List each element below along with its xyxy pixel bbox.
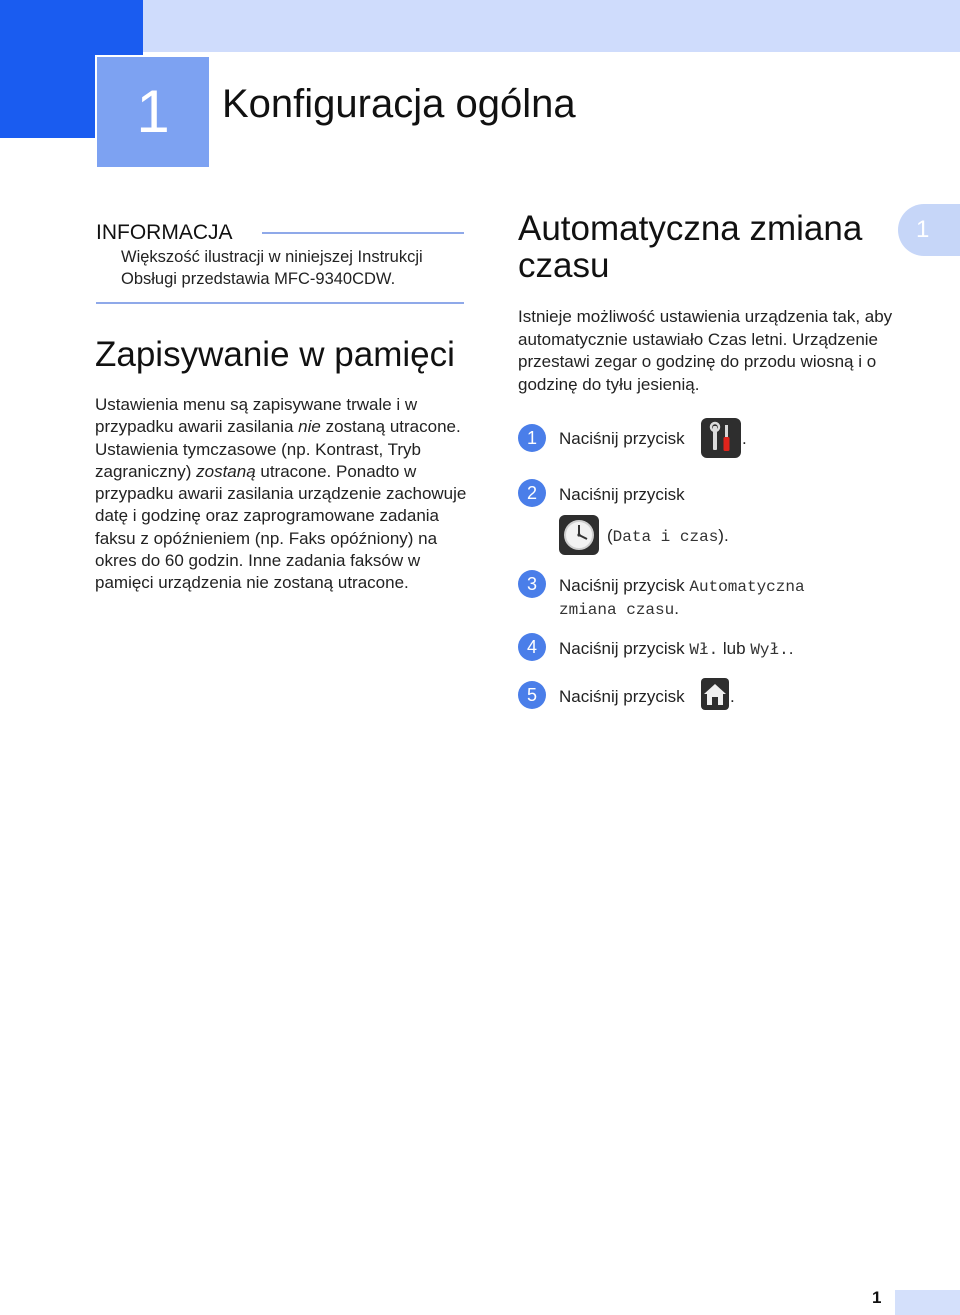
- wl-label: Wł.: [689, 641, 719, 659]
- note-title: INFORMACJA: [96, 221, 233, 244]
- step-number-4: 4: [518, 633, 546, 661]
- home-icon[interactable]: [701, 678, 729, 710]
- emphasis-zostana: zostaną: [196, 461, 256, 481]
- page-number: 1: [872, 1288, 882, 1307]
- time-section-intro: Istnieje możliwość ustawienia urządzenia tak, aby automatycznie ustawiało Czas letni. Urządzenie przestawi zegar o godzinę do przodu wiosną i o godzinę do tyłu jesienią.: [518, 307, 893, 394]
- memory-section-heading: Zapisywanie w pamięci: [95, 335, 455, 374]
- step-1-text: Naciśnij przycisk: [559, 429, 685, 448]
- clock-icon[interactable]: [559, 515, 599, 555]
- step-3-line2: zmiana czasu.: [559, 599, 679, 619]
- emphasis-nie: nie: [298, 417, 321, 437]
- settings-tools-icon[interactable]: [701, 418, 741, 458]
- wyl-label: Wył.: [750, 641, 789, 659]
- data-i-czas-label: Data i czas: [612, 528, 719, 546]
- header-band-light: [143, 0, 960, 52]
- step-4-text: Naciśnij przycisk Wł. lub Wył..: [559, 639, 794, 659]
- step-5-text: Naciśnij przycisk: [559, 687, 685, 706]
- memory-section-text: Ustawienia menu są zapisywane trwale i w przypadku awarii zasilania nie zostaną utracone. Ustawienia tymczasowe (np. Kontrast, Tryb zagraniczny) zostaną utracone. Ponadto w przypadku awarii zasilania urządzenie zachowuje datę i godzinę oraz zaprogramowane zadania faksu z opóźnieniem (np. Faks opóźniony) na okres do 60 godzin. Inne zadania faksów w pamięci urządzenia nie zostaną utracone.: [95, 395, 467, 593]
- step-2-label: (Data i czas).: [607, 526, 729, 546]
- note-text: Większość ilustracji w niniejszej Instrukcji Obsługi przedstawia MFC-9340CDW.: [121, 248, 423, 288]
- chapter-title: Konfiguracja ogólna: [222, 82, 576, 126]
- step-number-2: 2: [518, 479, 546, 507]
- chapter-side-tab: 1: [898, 204, 960, 256]
- step-2-text: Naciśnij przycisk: [559, 485, 685, 504]
- chapter-number-box: 1: [95, 55, 211, 169]
- step-number-3: 3: [518, 570, 546, 598]
- step-number-1: 1: [518, 424, 546, 452]
- automatyczna-label: Automatyczna: [689, 578, 805, 596]
- note-rule-top: [262, 232, 464, 234]
- step-5-after: .: [730, 687, 735, 706]
- time-section-heading: Automatyczna zmiana czasu: [518, 209, 863, 285]
- page-footer-bar: [895, 1290, 960, 1315]
- step-1-after: .: [742, 429, 747, 448]
- note-rule-bottom: [96, 302, 464, 304]
- zmiana-czasu-label: zmiana czasu: [559, 601, 675, 619]
- step-number-5: 5: [518, 681, 546, 709]
- step-3-text: Naciśnij przycisk Automatyczna: [559, 576, 805, 596]
